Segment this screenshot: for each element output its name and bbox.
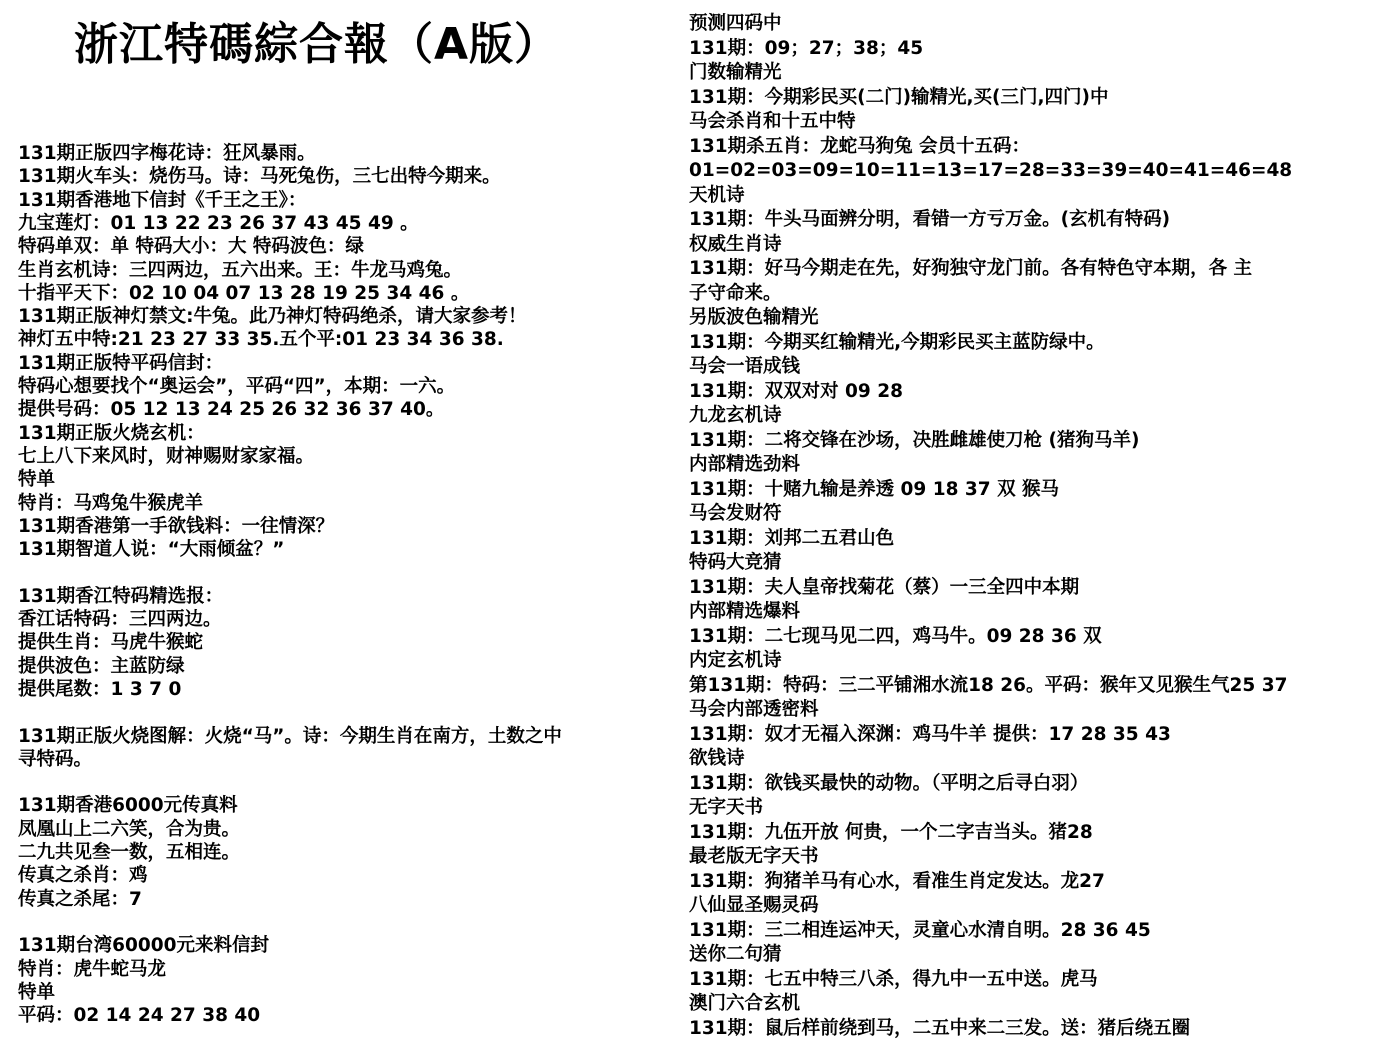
text-line: 提供号码：05 12 13 24 25 26 32 36 37 40。: [18, 399, 445, 421]
text-line: 二九共见叁一数，五相连。: [18, 842, 241, 863]
text-line: 131期台湾60000元来料信封: [18, 935, 269, 957]
text-line: 131期杀五肖：龙蛇马狗兔 会员十五码：: [689, 135, 1031, 157]
text-line: 九龙玄机诗: [689, 405, 782, 426]
text-line: 131期香港第一手欲钱料：一往情深？: [18, 515, 335, 537]
text-line: 寻特码。: [18, 748, 93, 770]
text-line: 最老版无字天书: [689, 846, 819, 867]
text-line: 预测四码中: [689, 13, 782, 34]
text-line: 权威生肖诗: [689, 233, 782, 255]
text-line: 生肖玄机诗：三四两边，五六出来。王：牛龙马鸡兔。: [18, 259, 463, 281]
text-line: 131期火车头：烧伤马。诗：马死兔伤，三七出特今期来。: [18, 166, 501, 188]
text-line: 131期香港6000元传真料: [18, 795, 238, 817]
text-line: 马会发财符: [689, 503, 782, 524]
text-line: 131期：今期彩民买(二门)输精光,买(三门,四门)中: [689, 86, 1109, 108]
text-line: 内部精选劲料: [689, 454, 801, 475]
text-line: 澳门六合玄机: [689, 993, 801, 1014]
text-line: 131期：欲钱买最快的动物。（平明之后寻白羽）: [689, 772, 1089, 794]
text-line: 131期：二将交锋在沙场，决胜雌雄使刀枪 (猪狗马羊): [689, 429, 1140, 451]
text-line: 凤凰山上二六笑，合为贵。: [18, 818, 241, 840]
text-line: 特单: [18, 469, 56, 491]
text-line: 第131期：特码：三二平铺湘水流18 26。平码：猴年又见猴生气25 37: [689, 674, 1288, 696]
text-line: 另版波色输精光: [689, 307, 819, 328]
text-line: 九宝莲灯：01 13 22 23 26 37 43 45 49 。: [18, 212, 419, 234]
text-line: 特码大竞猜: [689, 552, 782, 573]
text-line: 传真之杀尾：7: [18, 888, 142, 910]
text-line: 131期：牛头马面辨分明，看错一方亏万金。(玄机有特码): [689, 209, 1171, 230]
text-line: 天机诗: [689, 184, 745, 206]
text-line: 131期：狗猪羊马有心水，看准生肖定发达。龙27: [689, 870, 1105, 892]
text-line: 送你二句猜: [689, 944, 782, 965]
text-line: 131期：今期买红输精光,今期彩民买主蓝防绿中。: [689, 331, 1105, 353]
text-line: 131期：鼠后样前绕到马，二五中来二三发。送：猪后绕五圈: [689, 1017, 1191, 1039]
text-line: 131期正版神灯禁文:牛兔。此乃神灯特码绝杀，请大家参考！: [18, 306, 527, 328]
text-line: 131期正版四字梅花诗：狂风暴雨。: [18, 143, 316, 164]
text-line: 131期：好马今期走在先，好狗独守龙门前。各有特色守本期，各 主: [689, 258, 1253, 279]
text-line: 香江话特码：三四两边。: [18, 609, 222, 630]
text-line: 131期：09；27；38；45: [689, 37, 924, 59]
text-line: 神灯五中特:21 23 27 33 35.五个平:01 23 34 36 38.: [18, 329, 504, 351]
text-line: 131期：奴才无福入深渊：鸡马牛羊 提供：17 28 35 43: [689, 723, 1171, 745]
text-line: 131期香江特码精选报：: [18, 585, 224, 607]
text-line: 01=02=03=09=10=11=13=17=28=33=39=40=41=46=48: [689, 160, 1293, 181]
text-line: 131期：十赌九输是养透 09 18 37 双 猴马: [689, 478, 1060, 500]
text-line: 特肖：马鸡兔牛猴虎羊: [18, 492, 204, 514]
text-line: 欲钱诗: [689, 748, 745, 769]
text-line: 十指平天下：02 10 04 07 13 28 19 25 34 46 。: [18, 282, 470, 304]
text-line: 提供尾数：1 3 7 0: [18, 678, 182, 700]
text-line: 平码：02 14 24 27 38 40: [18, 1005, 261, 1027]
text-line: 131期：双双对对 09 28: [689, 380, 903, 402]
text-line: 特码单双：单 特码大小：大 特码波色：绿: [18, 236, 364, 258]
text-line: 子守命来。: [689, 282, 782, 304]
text-line: 内定玄机诗: [689, 650, 782, 671]
text-line: 八仙显圣赐灵码: [689, 895, 819, 916]
text-line: 131期正版火烧图解：火烧“马”。诗：今期生肖在南方，土数之中: [18, 725, 562, 747]
text-line: 131期：三二相连运冲天，灵童心水清自明。28 36 45: [689, 919, 1151, 941]
text-line: 门数输精光: [689, 62, 782, 83]
text-line: 马会一语成钱: [689, 356, 801, 377]
text-line: 131期正版特平码信封：: [18, 352, 224, 374]
text-line: 马会内部透密料: [689, 699, 819, 720]
text-line: 131期：二七现马见二四，鸡马牛。09 28 36 双: [689, 625, 1102, 647]
text-line: 传真之杀肖：鸡: [18, 865, 148, 887]
text-line: 七上八下来风时，财神赐财家家福。: [18, 445, 315, 467]
text-line: 马会杀肖和十五中特: [689, 111, 856, 132]
text-line: 内部精选爆料: [689, 601, 801, 622]
text-line: 特码心想要找个“奥运会”，平码“四”，本期：一六。: [18, 376, 456, 397]
text-line: 无字天书: [689, 797, 764, 818]
text-line: 131期：刘邦二五君山色: [689, 527, 895, 549]
text-line: 131期智道人说：“大雨倾盆？”: [18, 539, 285, 561]
text-line: 提供波色：主蓝防绿: [18, 655, 185, 677]
text-line: 131期香港地下信封《千王之王》：: [18, 189, 307, 211]
text-line: 131期：夫人皇帝找菊花（蔡）一三全四中本期: [689, 576, 1080, 598]
text-line: 131期正版火烧玄机：: [18, 422, 205, 444]
text-line: 131期：七五中特三八杀，得九中一五中送。虎马: [689, 968, 1098, 990]
page-title: 浙江特碼綜合報（A版）: [74, 19, 560, 70]
text-line: 提供生肖：马虎牛猴蛇: [18, 632, 204, 654]
text-line: 131期：九伍开放 何贵，一个二字吉当头。猪28: [689, 821, 1093, 843]
text-line: 特肖：虎牛蛇马龙: [18, 958, 167, 980]
text-line: 特单: [18, 981, 56, 1003]
